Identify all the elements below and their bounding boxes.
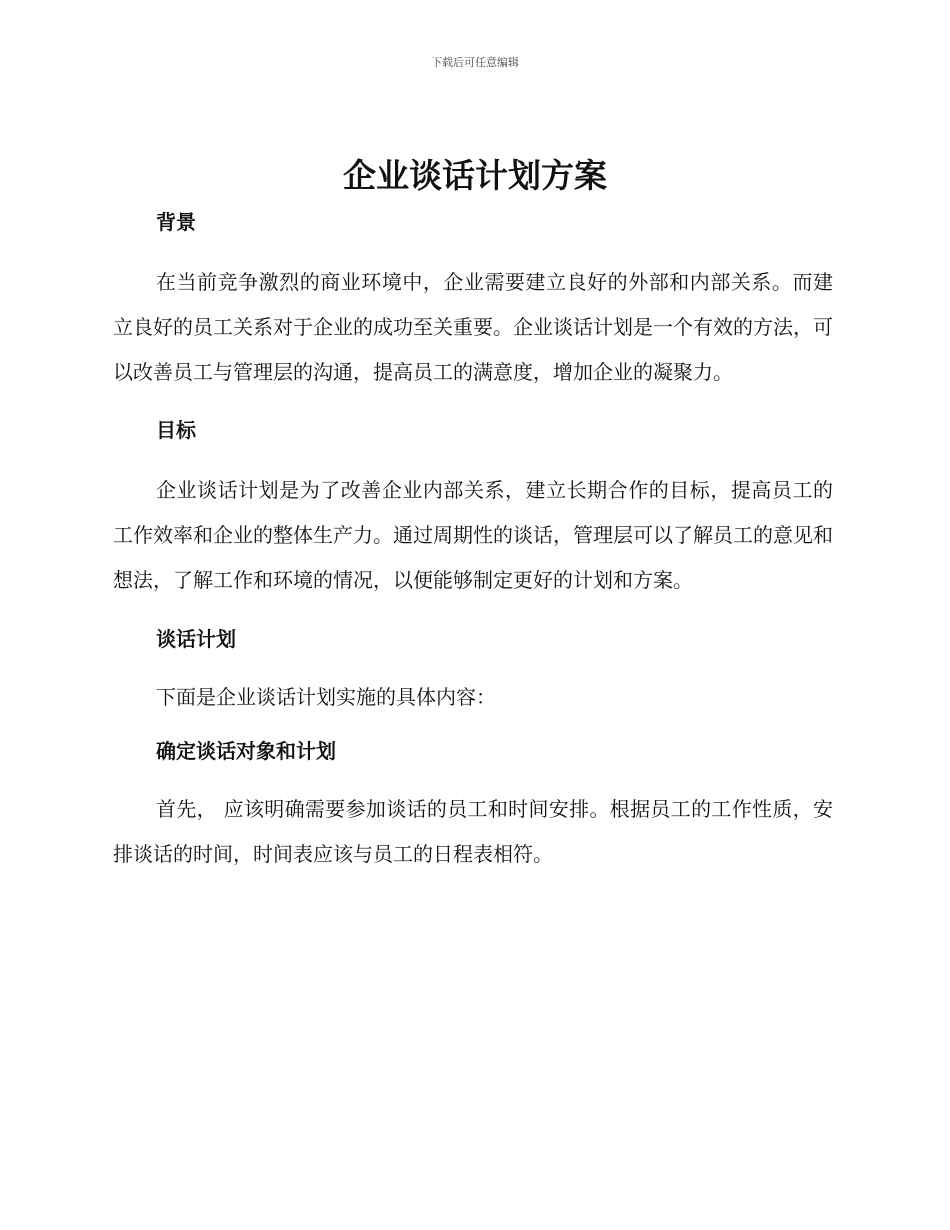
document-title: 企业谈话计划方案 xyxy=(343,156,607,195)
document-body xyxy=(113,203,833,877)
section-heading-plan: 谈话计划 xyxy=(156,627,236,651)
section-heading-determine: 确定谈话对象和计划 xyxy=(156,739,336,763)
section-paragraph-determine: 首先， 应该明确需要参加谈话的员工和时间安排。根据员工的工作性质，安排谈话的时间，时间表应该与员工的日程表相符。 xyxy=(113,797,833,866)
section-paragraph-goal: 企业谈话计划是为了改善企业内部关系，建立长期合作的目标，提高员工的工作效率和企业的整体生产力。通过周期性的谈话，管理层可以了解员工的意见和想法，了解工作和环境的情况，以便能够制定更好的计划和方案。 xyxy=(113,478,833,592)
section-paragraph-background: 在当前竞争激烈的商业环境中，企业需要建立良好的外部和内部关系。而建立良好的员工关系对于企业的成功至关重要。企业谈话计划是一个有效的方法，可以改善员工与管理层的沟通，提高员工的满意度，增加企业的凝聚力。 xyxy=(113,270,833,384)
section-heading-goal: 目标 xyxy=(156,418,196,442)
page-header-note: 下载后可任意编辑 xyxy=(431,56,519,69)
section-heading-background: 背景 xyxy=(156,210,196,234)
section-paragraph-plan: 下面是企业谈话计划实施的具体内容： xyxy=(156,685,496,709)
